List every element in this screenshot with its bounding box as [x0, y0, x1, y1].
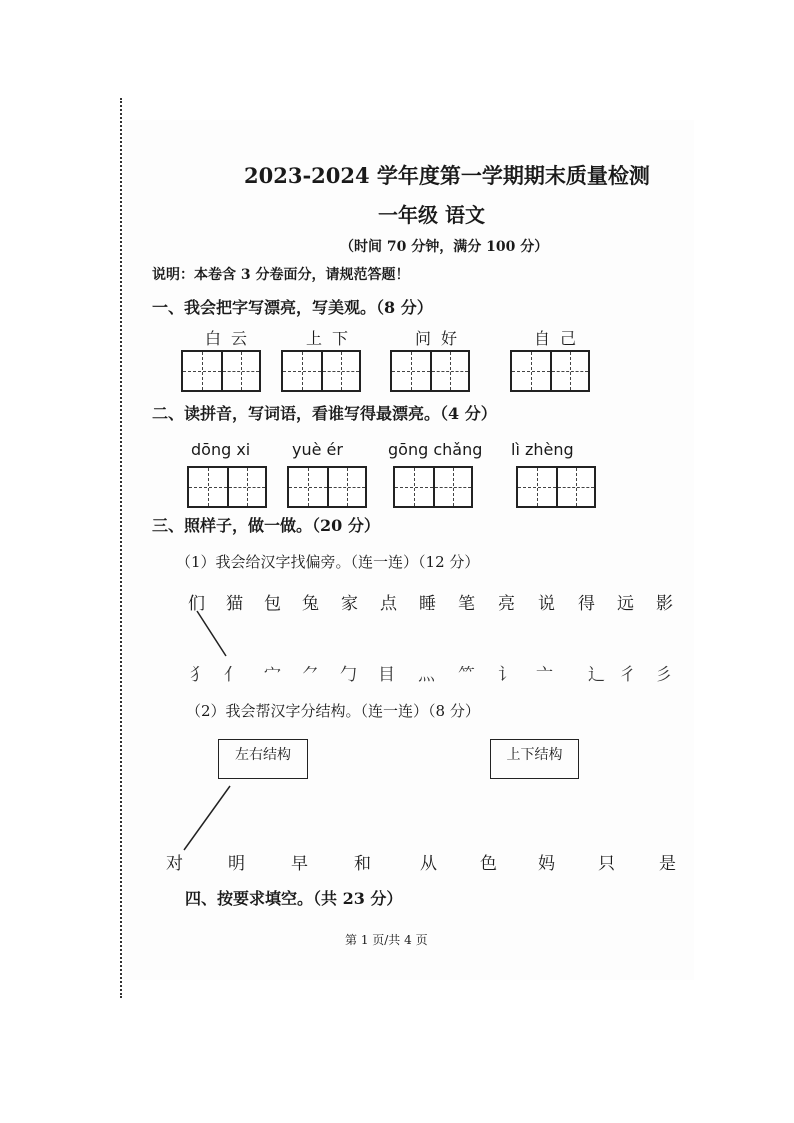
q1-radical[interactable]: 灬 [418, 665, 435, 685]
pinyin-label: dōng xi [191, 440, 251, 459]
q1-radical[interactable]: 亠 [536, 665, 553, 685]
q1-char[interactable]: 影 [656, 594, 673, 614]
copy-word: 自己 [534, 329, 587, 348]
q1-radical[interactable]: 宀 [264, 665, 281, 685]
q2-char[interactable]: 对 [166, 854, 183, 874]
copy-word: 白云 [205, 329, 258, 348]
q2-char[interactable]: 从 [420, 854, 437, 874]
q1-char[interactable]: 猫 [226, 594, 243, 614]
q1-char[interactable]: 亮 [498, 594, 515, 614]
q1-char[interactable]: 兔 [302, 594, 319, 614]
q1-char[interactable]: 得 [578, 594, 595, 614]
question-3-2: （2）我会帮汉字分结构。（连一连）（8 分） [186, 702, 480, 720]
q1-radical[interactable]: 彡 [655, 665, 672, 685]
q1-char[interactable]: 远 [617, 594, 634, 614]
q1-char[interactable]: 包 [264, 594, 281, 614]
structure-box-top-bottom[interactable]: 上下结构 [490, 739, 579, 779]
q1-radical[interactable]: 讠 [498, 665, 515, 685]
q1-radical[interactable]: 犭 [190, 665, 207, 685]
q1-char[interactable]: 睡 [419, 594, 436, 614]
section-4-heading: 四、按要求填空。（共 23 分） [185, 889, 403, 908]
page-number: 第 1 页/共 4 页 [345, 933, 428, 947]
q2-char[interactable]: 妈 [538, 854, 555, 874]
section-2-heading: 二、读拼音，写词语，看谁写得最漂亮。（4 分） [152, 404, 497, 423]
q1-radical[interactable]: 辶 [588, 665, 605, 685]
q1-char[interactable]: 说 [538, 594, 555, 614]
example-line-radical [197, 611, 226, 656]
q2-char[interactable]: 只 [598, 854, 615, 874]
q1-radical[interactable]: ⺈ [302, 665, 319, 685]
time-note: （时间 70 分钟，满分 100 分） [340, 239, 549, 255]
q1-radical[interactable]: 彳 [619, 665, 636, 685]
q1-radical[interactable]: 亻 [224, 665, 241, 685]
exam-subtitle: 一年级 语文 [378, 203, 485, 227]
exam-title: 2023-2024 学年度第一学期期末质量检测 [244, 163, 650, 188]
section-1-heading: 一、我会把字写漂亮，写美观。（8 分） [152, 298, 433, 317]
q1-char[interactable]: 们 [188, 594, 205, 614]
q1-char[interactable]: 笔 [458, 594, 475, 614]
pinyin-label: gōng chǎng [388, 440, 483, 459]
example-line-structure [184, 786, 230, 850]
q1-radical[interactable]: 勹 [340, 665, 357, 685]
pinyin-label: lì zhèng [511, 440, 574, 459]
section-3-heading: 三、照样子，做一做。（20 分） [152, 516, 380, 535]
q1-char[interactable]: 家 [341, 594, 358, 614]
q1-radical[interactable]: 目 [378, 665, 395, 685]
q1-radical[interactable]: ⺮ [458, 665, 475, 685]
question-3-1: （1）我会给汉字找偏旁。（连一连）（12 分） [176, 553, 480, 571]
pinyin-label: yuè ér [292, 440, 343, 459]
copy-word: 上下 [306, 329, 359, 348]
q2-char[interactable]: 早 [291, 854, 308, 874]
q2-char[interactable]: 和 [354, 854, 371, 874]
instruction: 说明：本卷含 3 分卷面分，请规范答题！ [152, 267, 410, 283]
copy-word: 问好 [415, 329, 468, 348]
structure-box-left-right[interactable]: 左右结构 [218, 739, 308, 779]
q2-char[interactable]: 明 [228, 854, 245, 874]
q1-char[interactable]: 点 [380, 594, 397, 614]
q2-char[interactable]: 色 [480, 854, 497, 874]
q2-char[interactable]: 是 [659, 854, 676, 874]
